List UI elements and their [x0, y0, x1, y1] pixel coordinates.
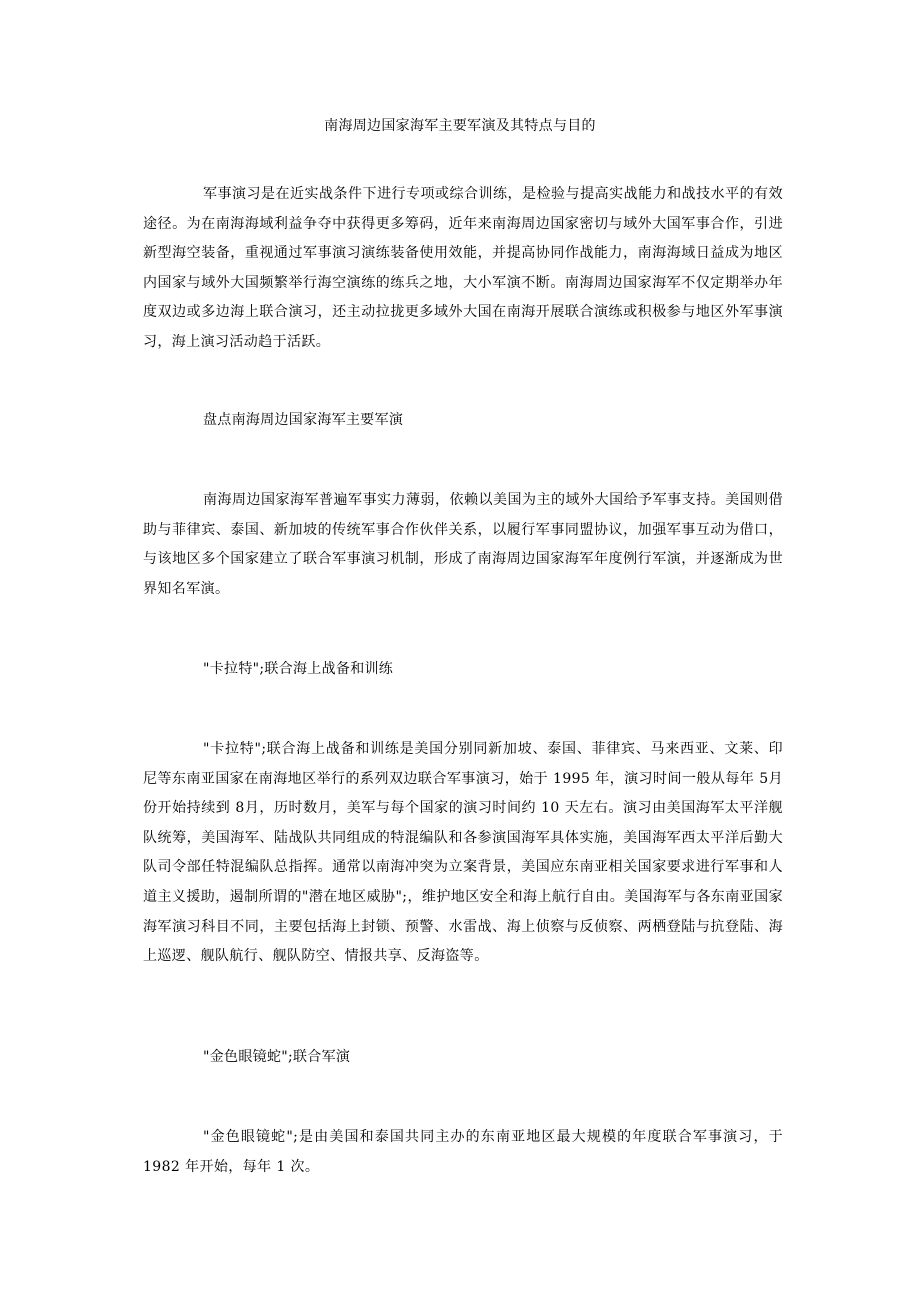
paragraph-carat: "卡拉特";联合海上战备和训练是美国分别同新加坡、泰国、菲律宾、马来西亚、文莱、印尼等东南亚国家在南海地区举行的系列双边联合军事演习，始于 1995 年，演习时间一般从每年 5月份开始持续到 8月，历时数月，美军与每个国家的演习时间约 10 天左右。演习由美国海军太平洋舰队统筹，美国海军、陆战队共同组成的特混编队和各参演国海军具体实施，美国海军西太平洋后勤大队司令部任特混编队总指挥。通常以南海冲突为立案背景，美国应东南亚相关国家要求进行军事和人道主义援助，遏制所谓的"潜在地区威胁";，维护地区安全和海上航行自由。美国海军与各东南亚国家海军演习科目不同，主要包括海上封锁、预警、水雷战、海上侦察与反侦察、两栖登陆与抗登陆、海上巡逻、舰队航行、舰队防空、情报共享、反海盗等。 — [143, 741, 783, 965]
document-title: 南海周边国家海军主要军演及其特点与目的 — [324, 118, 596, 134]
section-heading-carat: "卡拉特";联合海上战备和训练 — [203, 661, 394, 677]
paragraph-cobra-gold: "金色眼镜蛇";是由美国和泰国共同主办的东南亚地区最大规模的年度联合军事演习，于 1982 年开始，每年 1 次。 — [143, 1129, 783, 1175]
paragraph-overview: 南海周边国家海军普遍军事实力薄弱，依赖以美国为主的域外大国给予军事支持。美国则借助与菲律宾、泰国、新加坡的传统军事合作伙伴关系，以履行军事同盟协议，加强军事互动为借口，与该地区多个国家建立了联合军事演习机制，形成了南海周边国家海军年度例行军演，并逐渐成为世界知名军演。 — [143, 492, 783, 597]
section-heading-overview: 盘点南海周边国家海军主要军演 — [203, 412, 404, 428]
section-heading-cobra-gold: "金色眼镜蛇";联合军演 — [203, 1049, 351, 1065]
paragraph-intro: 军事演习是在近实战条件下进行专项或综合训练，是检验与提高实战能力和战技水平的有效途径。为在南海海域利益争夺中获得更多筹码，近年来南海周边国家密切与域外大国军事合作，引进新型海空装备，重视通过军事演习演练装备使用效能，并提高协同作战能力，南海海域日益成为地区内国家与域外大国频繁举行海空演练的练兵之地，大小军演不断。南海周边国家海军不仅定期举办年度双边或多边海上联合演习，还主动拉拢更多域外大国在南海开展联合演练或积极参与地区外军事演习，海上演习活动趋于活跃。 — [143, 186, 783, 350]
